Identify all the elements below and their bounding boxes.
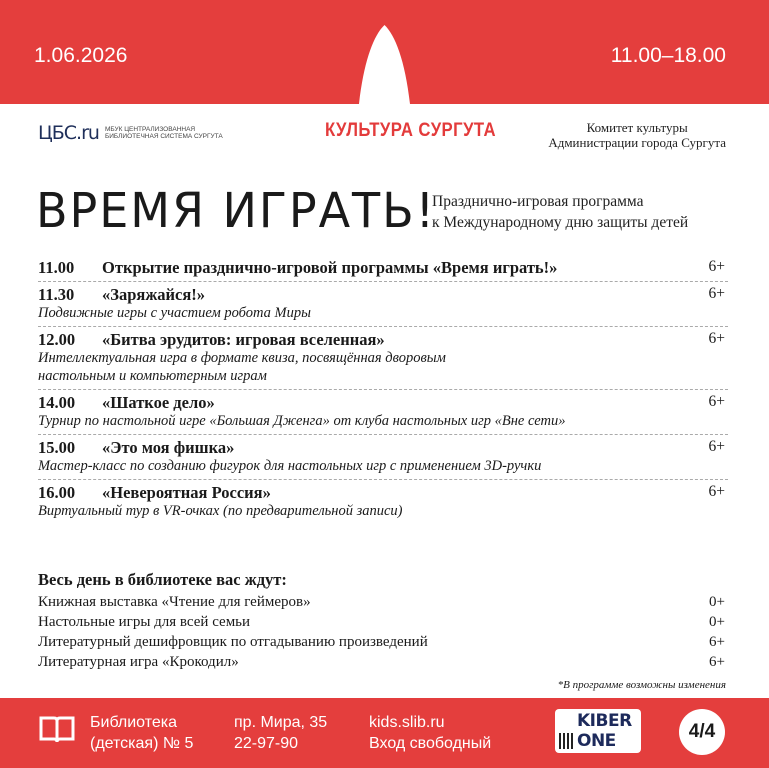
address-street: пр. Мира, 35 xyxy=(234,714,328,731)
page-title: ВРЕМЯ ИГРАТЬ! xyxy=(36,183,437,239)
library-line2: (детская) № 5 xyxy=(90,735,194,752)
kiber-line2: ONE xyxy=(577,731,616,751)
committee-line1: Комитет культуры xyxy=(586,120,688,135)
program-item-time: 11.30 xyxy=(38,285,75,304)
program-item xyxy=(38,282,728,327)
site-info xyxy=(369,712,491,754)
program-item-desc: Турнир по настольной игре «Большая Дженга» от клуба настольных игр «Вне сети» xyxy=(38,413,566,429)
age-rating: 6+ xyxy=(708,258,725,275)
program-item-title: «Шаткое дело» xyxy=(102,393,215,412)
program-item-time: 11.00 xyxy=(38,258,75,277)
program-item-time: 14.00 xyxy=(38,393,76,412)
kiberone-logo xyxy=(555,709,641,753)
age-rating: 6+ xyxy=(708,285,725,302)
qr-code-icon xyxy=(559,733,575,749)
program-item-heading xyxy=(38,393,728,412)
list-item xyxy=(38,632,725,652)
committee-line2: Администрации города Сургута xyxy=(548,135,726,150)
age-rating: 6+ xyxy=(708,393,725,410)
address-phone: 22-97-90 xyxy=(234,735,299,752)
subtitle-line2: к Международному дню защиты детей xyxy=(432,214,689,231)
address xyxy=(234,712,327,754)
age-rating: 6+ xyxy=(708,330,725,347)
slib-logo xyxy=(38,122,245,144)
program-item-title: «Битва эрудитов: игровая вселенная» xyxy=(102,330,385,349)
age-rating: 6+ xyxy=(708,483,725,500)
list-item-label: Литературная игра «Крокодил» xyxy=(38,654,239,670)
program-item-desc: Мастер-класс по созданию фигурок для настольных игр с применением 3D-ручки xyxy=(38,458,542,474)
event-time: 11.00–18.00 xyxy=(610,44,726,67)
program-item xyxy=(38,255,728,282)
website-link[interactable]: kids.slib.ru xyxy=(369,714,445,731)
event-date: 1.06.2026 xyxy=(34,44,128,67)
subtitle-line1: Празднично-игровая программа xyxy=(432,193,644,210)
kiberone-text xyxy=(577,711,632,751)
subtitle xyxy=(432,191,688,233)
book-icon xyxy=(38,714,76,746)
age-rating: 0+ xyxy=(709,594,725,610)
program-item-time: 16.00 xyxy=(38,483,76,502)
list-item xyxy=(38,652,725,672)
program-item-heading xyxy=(38,438,728,457)
age-rating: 6+ xyxy=(709,634,725,650)
list-item-label: Книжная выставка «Чтение для геймеров» xyxy=(38,594,311,610)
allday-list xyxy=(38,592,725,672)
program-item xyxy=(38,480,728,524)
program-item-title: «Невероятная Россия» xyxy=(102,483,271,502)
program-item-heading xyxy=(38,330,728,349)
age-rating: 6+ xyxy=(709,654,725,670)
program-item xyxy=(38,390,728,435)
program-item-desc: Виртуальный тур в VR-очках (по предварительной записи) xyxy=(38,503,403,519)
program-item-desc: Интеллектуальная игра в формате квиза, посвящённая дворовым настольным и компьютерным играм xyxy=(38,350,446,384)
program-item-desc: Подвижные игры с участием робота Миры xyxy=(38,305,311,321)
program-item-title: «Заряжайся!» xyxy=(102,285,206,304)
entry-info: Вход свободный xyxy=(369,735,492,752)
program-item-time: 15.00 xyxy=(38,438,76,457)
list-item-label: Настольные игры для всей семьи xyxy=(38,614,251,630)
library-name xyxy=(90,712,193,754)
page-counter: 4/4 xyxy=(679,709,725,755)
list-item xyxy=(38,592,725,612)
kultura-logo: КУЛЬТУРА СУРГУТА xyxy=(325,120,497,141)
program-item-heading xyxy=(38,483,728,502)
program-item-title: «Это моя фишка» xyxy=(102,438,235,457)
age-rating: 6+ xyxy=(708,438,725,455)
allday-heading: Весь день в библиотеке вас ждут: xyxy=(38,570,287,589)
program-item-title: Открытие празднично-игровой программы «Время играть!» xyxy=(102,258,558,277)
logo-row xyxy=(0,118,769,152)
program-item xyxy=(38,435,728,480)
changes-note: *В программе возможны изменения xyxy=(557,679,726,691)
age-rating: 0+ xyxy=(709,614,725,630)
footer xyxy=(0,698,769,768)
library-line1: Библиотека xyxy=(90,714,177,731)
program-item-heading xyxy=(38,285,728,304)
list-item-label: Литературный дешифровщик по отгадыванию произведений xyxy=(38,634,428,650)
program-item-time: 12.00 xyxy=(38,330,76,349)
program-item xyxy=(38,327,728,390)
program-item-heading xyxy=(38,258,728,277)
program-list xyxy=(38,255,728,524)
committee-text xyxy=(548,120,726,150)
list-item xyxy=(38,612,725,632)
slib-text: МБУК ЦЕНТРАЛИЗОВАННАЯ БИБЛИОТЕЧНАЯ СИСТЕМА СУРГУТА xyxy=(104,126,223,140)
slib-mark: ЦБС.ru xyxy=(38,122,99,144)
kiber-line1: KIBER xyxy=(577,711,632,731)
